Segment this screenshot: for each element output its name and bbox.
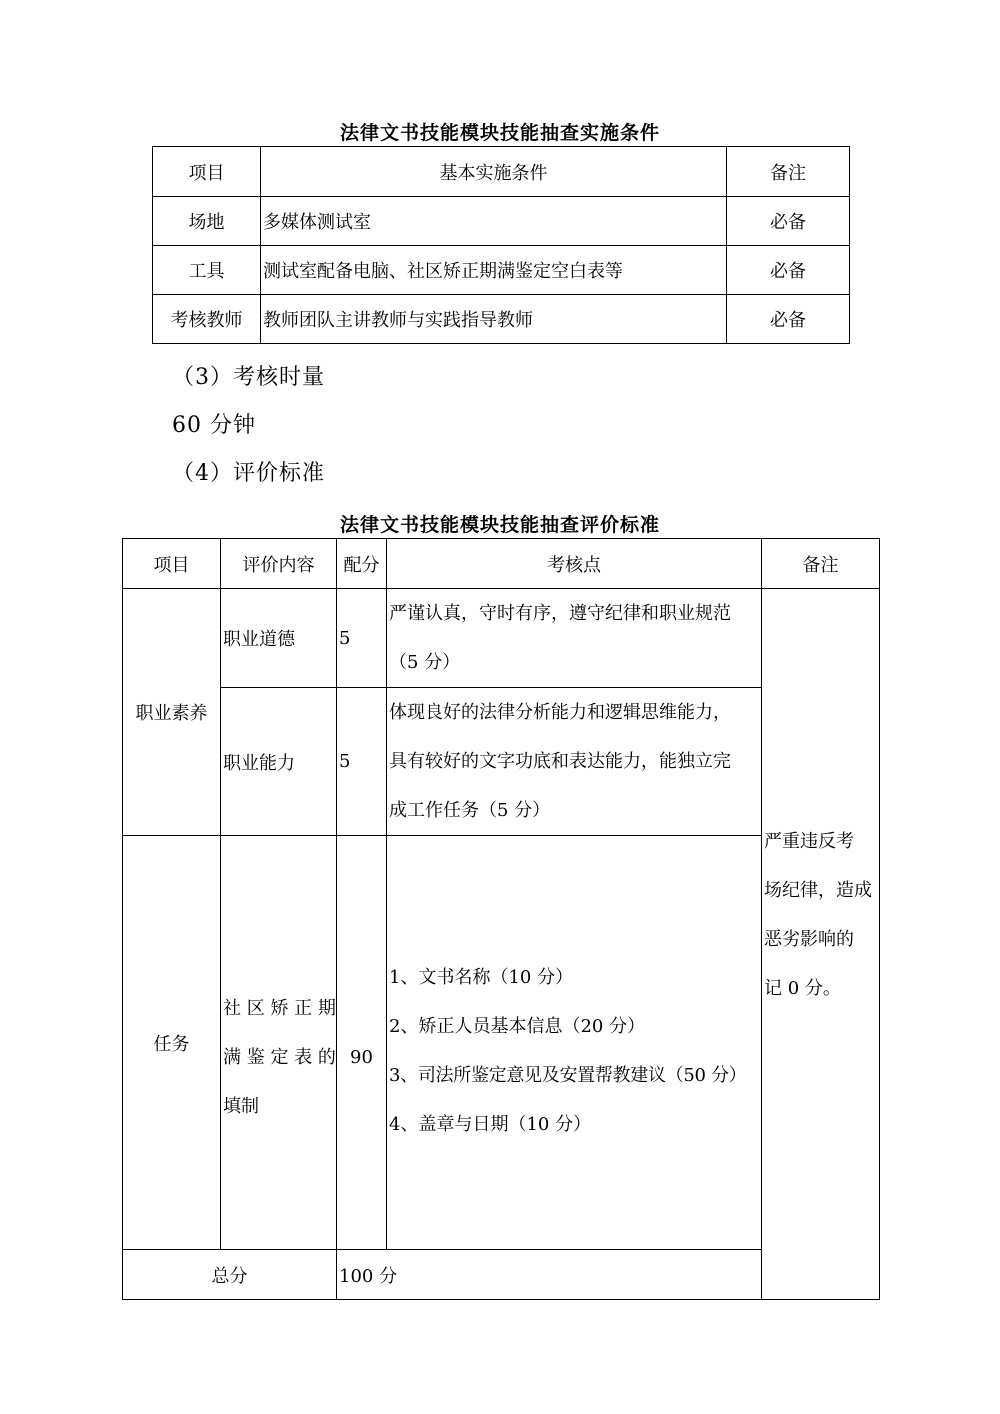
row-condition: 教师团队主讲教师与实践指导教师 <box>261 295 727 344</box>
row-condition: 测试室配备电脑、社区矫正期满鉴定空白表等 <box>261 246 727 295</box>
group-item-task: 任务 <box>123 836 221 1250</box>
table1-caption: 法律文书技能模块技能抽查实施条件 <box>339 122 660 144</box>
table-row <box>153 246 850 295</box>
content-line: 社 区 矫 正 期 <box>223 998 336 1019</box>
group-item-professional: 职业素养 <box>123 589 221 836</box>
implementation-conditions-table <box>152 146 850 344</box>
row-note: 必备 <box>727 197 850 246</box>
header-points: 考核点 <box>387 539 762 589</box>
score-task: 90 <box>337 836 387 1250</box>
points-line: 体现良好的法律分析能力和逻辑思维能力， <box>389 702 731 723</box>
note-line: 恶劣影响的 <box>764 929 854 950</box>
points-line: 2、矫正人员基本信息（20 分） <box>389 1015 646 1037</box>
exam-duration: 60 分钟 <box>172 413 256 438</box>
row-condition: 多媒体测试室 <box>261 197 727 246</box>
points-line: 1、文书名称（10 分） <box>389 966 574 988</box>
points-line: 4、盖章与日期（10 分） <box>389 1113 592 1135</box>
points-line: （5 分） <box>389 652 461 673</box>
score-ethics: 5 <box>337 589 387 688</box>
table-row <box>123 589 880 688</box>
points-task <box>387 836 762 1250</box>
content-line: 满 鉴 定 表 的 <box>223 1047 336 1068</box>
table2-caption: 法律文书技能模块技能抽查评价标准 <box>339 514 660 536</box>
header-item: 项目 <box>123 539 221 589</box>
points-line: 严谨认真，守时有序，遵守纪律和职业规范 <box>389 603 731 624</box>
row-item: 考核教师 <box>153 295 261 344</box>
header-content: 评价内容 <box>221 539 337 589</box>
points-line: 成工作任务（5 分） <box>389 800 551 821</box>
header-condition: 基本实施条件 <box>261 147 727 197</box>
score-ability: 5 <box>337 688 387 836</box>
section4-heading: （4）评价标准 <box>172 461 325 486</box>
header-score: 配分 <box>337 539 387 589</box>
table-row <box>153 197 850 246</box>
table-row <box>153 295 850 344</box>
points-line: 具有较好的文字功底和表达能力，能独立完 <box>389 751 731 772</box>
row-note: 必备 <box>727 246 850 295</box>
row-note: 必备 <box>727 295 850 344</box>
note-cell <box>762 589 880 1300</box>
points-line: 3、司法所鉴定意见及安置帮教建议（50 分） <box>389 1064 747 1086</box>
evaluation-standard-table <box>122 538 880 1300</box>
row-item: 场地 <box>153 197 261 246</box>
total-value: 100 分 <box>337 1250 762 1300</box>
note-line: 场纪律，造成 <box>764 880 872 901</box>
content-line: 填制 <box>223 1096 259 1117</box>
content-ability: 职业能力 <box>221 688 337 836</box>
header-note: 备注 <box>762 539 880 589</box>
total-label: 总分 <box>123 1250 337 1300</box>
points-ethics <box>387 589 762 688</box>
header-note: 备注 <box>727 147 850 197</box>
content-ethics: 职业道德 <box>221 589 337 688</box>
content-task <box>221 836 337 1250</box>
points-ability <box>387 688 762 836</box>
note-line: 严重违反考 <box>764 831 854 852</box>
header-item: 项目 <box>153 147 261 197</box>
note-line: 记 0 分。 <box>764 978 841 999</box>
section3-heading: （3）考核时量 <box>172 365 325 390</box>
row-item: 工具 <box>153 246 261 295</box>
